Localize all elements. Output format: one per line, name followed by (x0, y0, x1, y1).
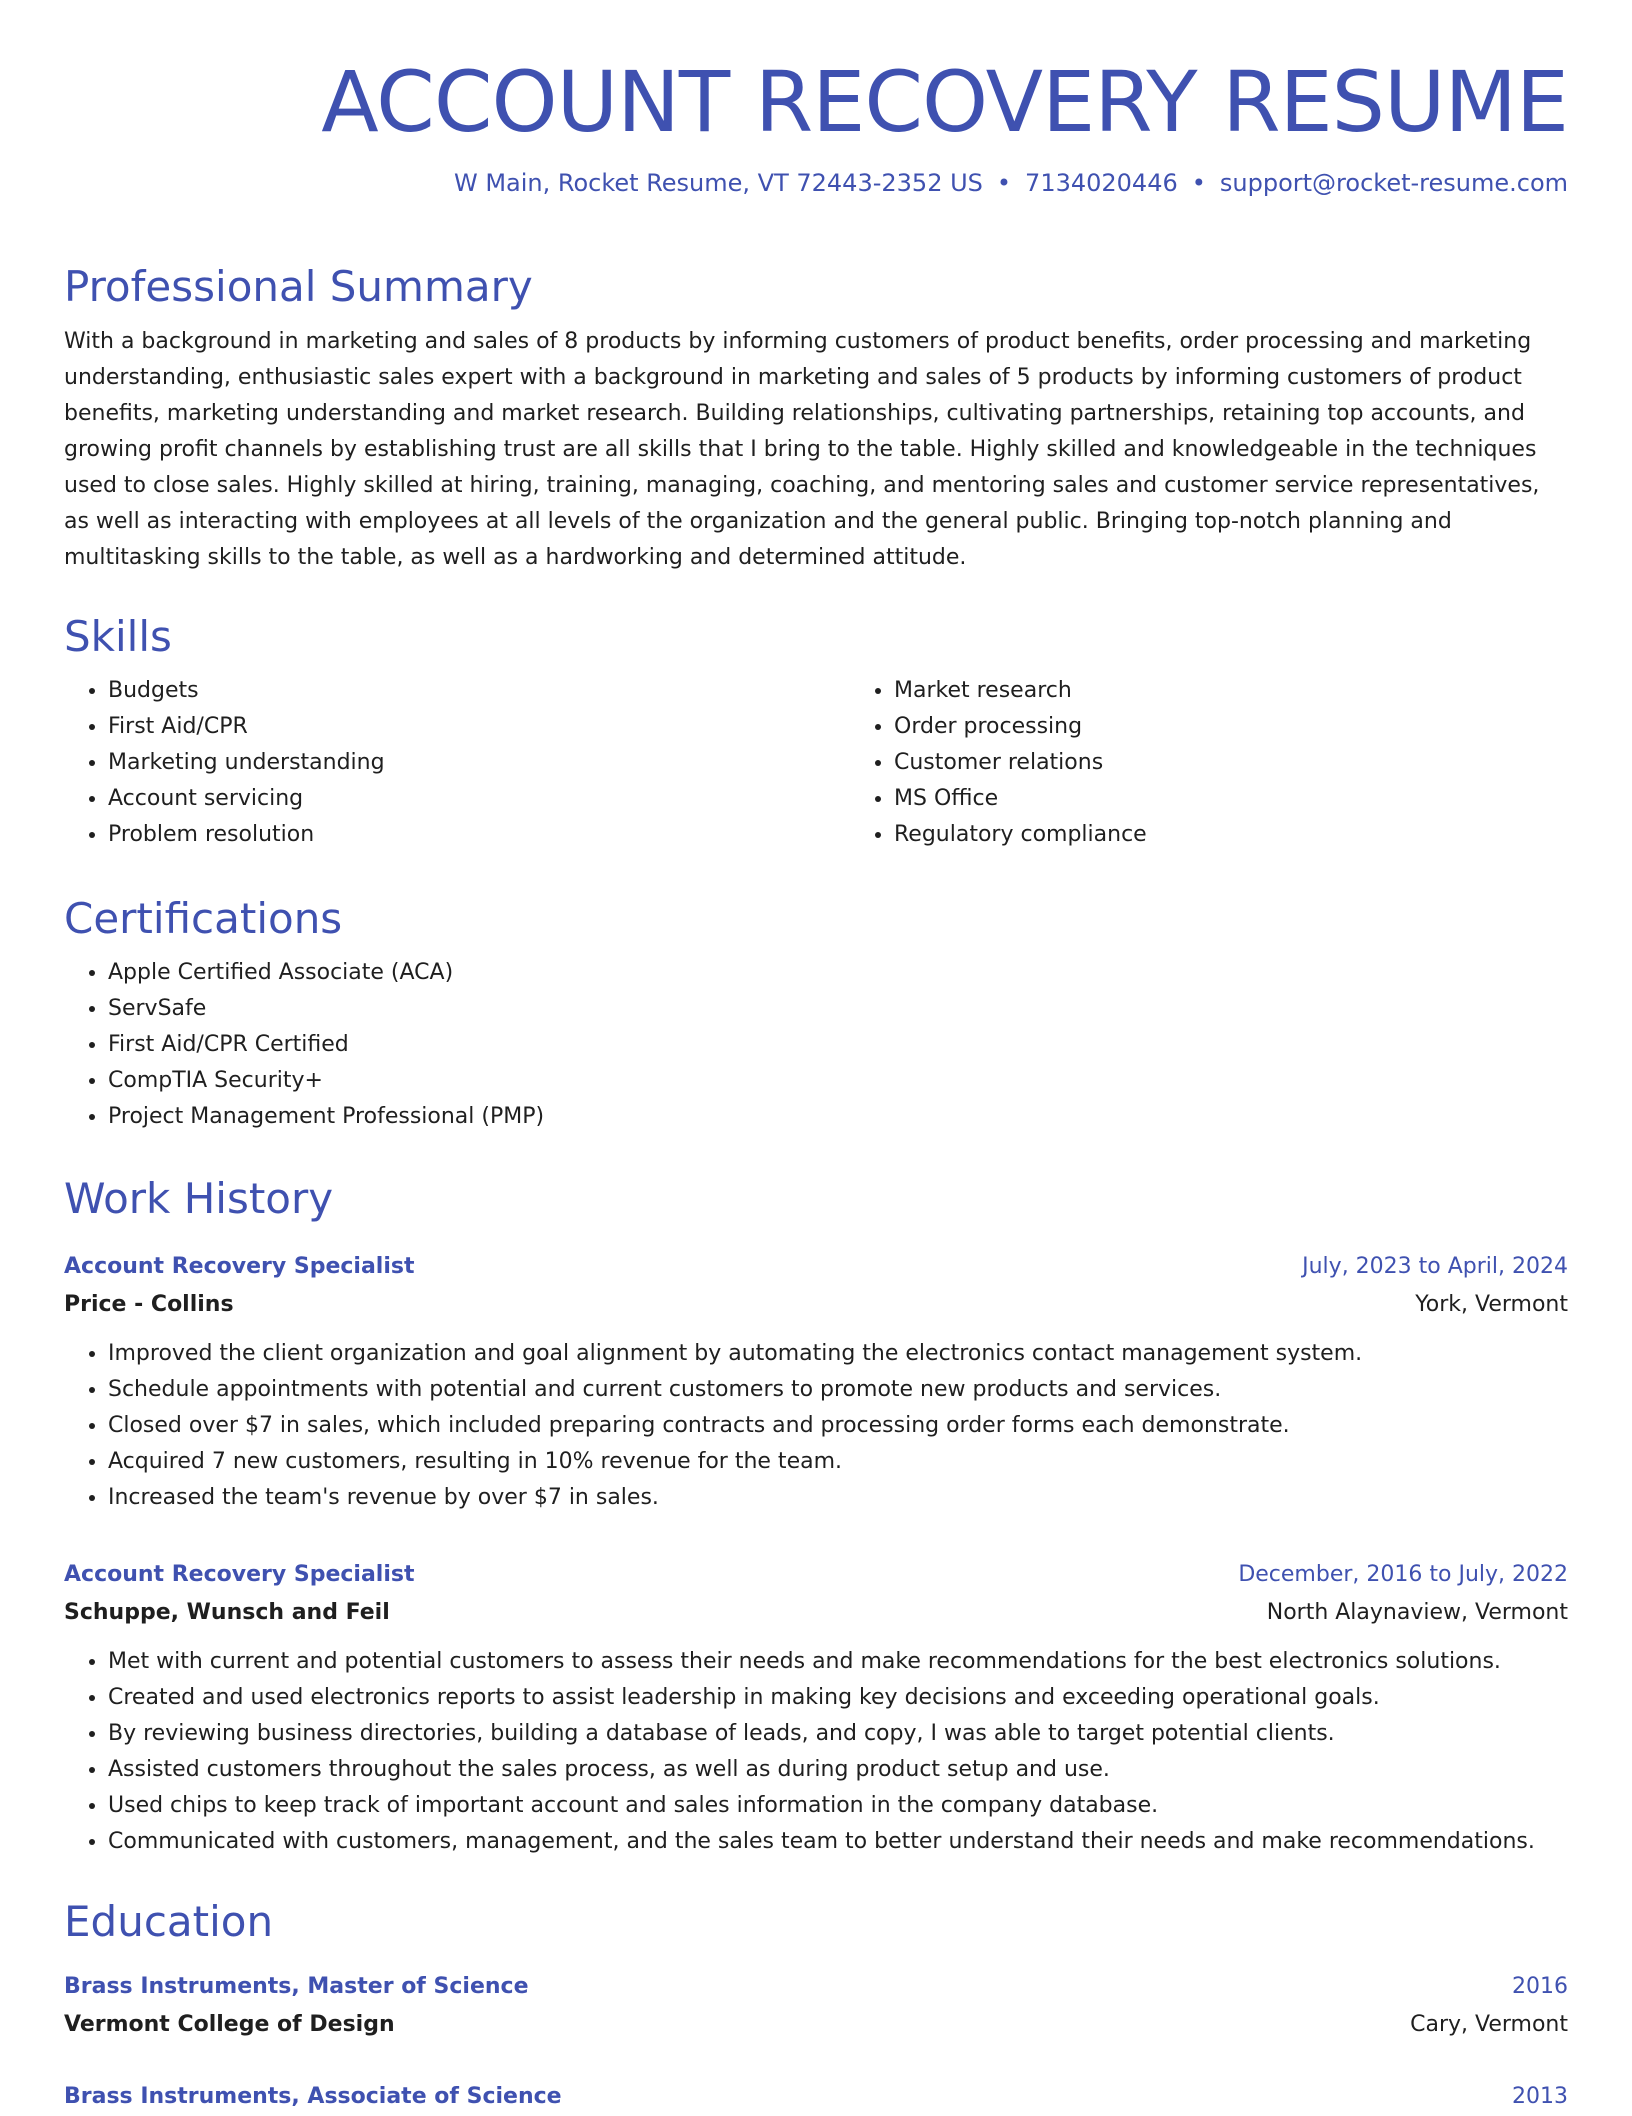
contact-address: W Main, Rocket Resume, VT 72443-2352 US (453, 169, 983, 197)
education-school-row (64, 2006, 1568, 2044)
certifications-list (64, 955, 1568, 1135)
job-location: North Alaynaview, Vermont (1266, 1600, 1568, 1625)
certification-item: • ServSafe (108, 991, 1568, 1027)
candidate-name: ACCOUNT RECOVERY RESUME (321, 53, 1568, 151)
job-title-row (64, 1556, 1568, 1594)
job-bullet: • By reviewing business directories, building a database of leads, and copy, I was able to target potential clients. (108, 1716, 1568, 1752)
skill-item: • Market research (894, 673, 1147, 709)
skill-item: • Order processing (894, 709, 1147, 745)
job-bullet: • Closed over $7 in sales, which included preparing contracts and processing order forms each demonstrate. (108, 1408, 1568, 1444)
job-bullet: • Increased the team's revenue by over $7 in sales. (108, 1480, 1568, 1516)
education-entry (64, 1968, 1568, 2044)
skill-item: • Regulatory compliance (894, 817, 1147, 853)
job-location: York, Vermont (1415, 1292, 1568, 1317)
skills-list-left (64, 673, 850, 853)
education-year: 2016 (1512, 1974, 1568, 1999)
job-bullet: • Improved the client organization and goal alignment by automating the electronics contact management system. (108, 1336, 1568, 1372)
contact-separator: • (996, 169, 1012, 197)
skill-item: • Account servicing (108, 781, 850, 817)
work-history-section (64, 1174, 1568, 1224)
contact-email: support@rocket-resume.com (1219, 169, 1568, 197)
education-entry (64, 2078, 1568, 2116)
skill-item: • MS Office (894, 781, 1147, 817)
certification-item: • Project Management Professional (PMP) (108, 1099, 1568, 1135)
summary-text: With a background in marketing and sales of 8 products by informing customers of product benefits, order processing and marketing understanding, enthusiastic sales expert with a background in marketing and sales of 5 products by informing customers of product benefits, marketing understanding and market research. Building relationships, cultivating partnerships, retaining top accounts, and growing profit channels by establishing trust are all skills that I bring to the table. Highly skilled and knowledgeable in the techniques used to close sales. Highly skilled at hiring, training, managing, coaching, and mentoring sales and customer service representatives, as well as interacting with employees at all levels of the organization and the general public. Bringing top-notch planning and multitasking skills to the table, as well as a hardworking and determined attitude. (64, 329, 1540, 570)
job-bullet: • Assisted customers throughout the sales process, as well as during product setup and use. (108, 1752, 1568, 1788)
certification-item: • CompTIA Security+ (108, 1063, 1568, 1099)
contact-phone: 7134020446 (1025, 169, 1178, 197)
job-bullet: • Acquired 7 new customers, resulting in 10% revenue for the team. (108, 1444, 1568, 1480)
job-company-row (64, 1286, 1568, 1324)
skill-item: • Problem resolution (108, 817, 850, 853)
certifications-section (64, 894, 1568, 1135)
job-company-row (64, 1594, 1568, 1632)
job-bullet: • Schedule appointments with potential and current customers to promote new products and services. (108, 1372, 1568, 1408)
education-heading: Education (64, 1897, 274, 1946)
certifications-heading: Certifications (64, 894, 343, 943)
job-dates: July, 2023 to April, 2024 (1302, 1254, 1568, 1279)
job-title-row (64, 1248, 1568, 1286)
education-location: Cary, Vermont (1410, 2012, 1568, 2037)
job-bullets (64, 1336, 1568, 1516)
skill-item: • Marketing understanding (108, 745, 850, 781)
job-dates: December, 2016 to July, 2022 (1238, 1562, 1568, 1587)
education-degree: Brass Instruments, Associate of Science (64, 2084, 562, 2109)
resume-header (64, 52, 1568, 152)
skill-item: • Budgets (108, 673, 850, 709)
job-bullet: • Met with current and potential customers to assess their needs and make recommendations for the best electronics solutions. (108, 1644, 1568, 1680)
job-entry (64, 1248, 1568, 1516)
education-school: Vermont College of Design (64, 2012, 395, 2037)
contact-line (454, 168, 1568, 198)
skills-grid (64, 673, 1568, 853)
job-bullet: • Created and used electronics reports to assist leadership in making key decisions and exceeding operational goals. (108, 1680, 1568, 1716)
work-history-heading: Work History (64, 1174, 334, 1223)
certification-item: • First Aid/CPR Certified (108, 1027, 1568, 1063)
skill-item: • Customer relations (894, 745, 1147, 781)
summary-heading: Professional Summary (64, 262, 533, 311)
summary-section (64, 262, 1568, 576)
job-company: Schuppe, Wunsch and Feil (64, 1600, 390, 1625)
job-company: Price - Collins (64, 1292, 234, 1317)
skills-heading: Skills (64, 612, 172, 661)
skills-section (64, 612, 1568, 853)
job-title: Account Recovery Specialist (64, 1254, 415, 1279)
job-entry (64, 1556, 1568, 1860)
education-degree-row (64, 1968, 1568, 2006)
job-bullet: • Communicated with customers, management, and the sales team to better understand their needs and make recommendations. (108, 1824, 1568, 1860)
job-bullet: • Used chips to keep track of important account and sales information in the company database. (108, 1788, 1568, 1824)
contact-separator: • (1191, 169, 1206, 197)
certification-item: • Apple Certified Associate (ACA) (108, 955, 1568, 991)
education-year: 2013 (1512, 2084, 1568, 2109)
education-section (64, 1897, 1568, 1947)
education-degree: Brass Instruments, Master of Science (64, 1974, 529, 1999)
skill-item: • First Aid/CPR (108, 709, 850, 745)
job-title: Account Recovery Specialist (64, 1562, 415, 1587)
education-degree-row (64, 2078, 1568, 2116)
skills-list-right (850, 673, 1147, 853)
job-bullets (64, 1644, 1568, 1860)
